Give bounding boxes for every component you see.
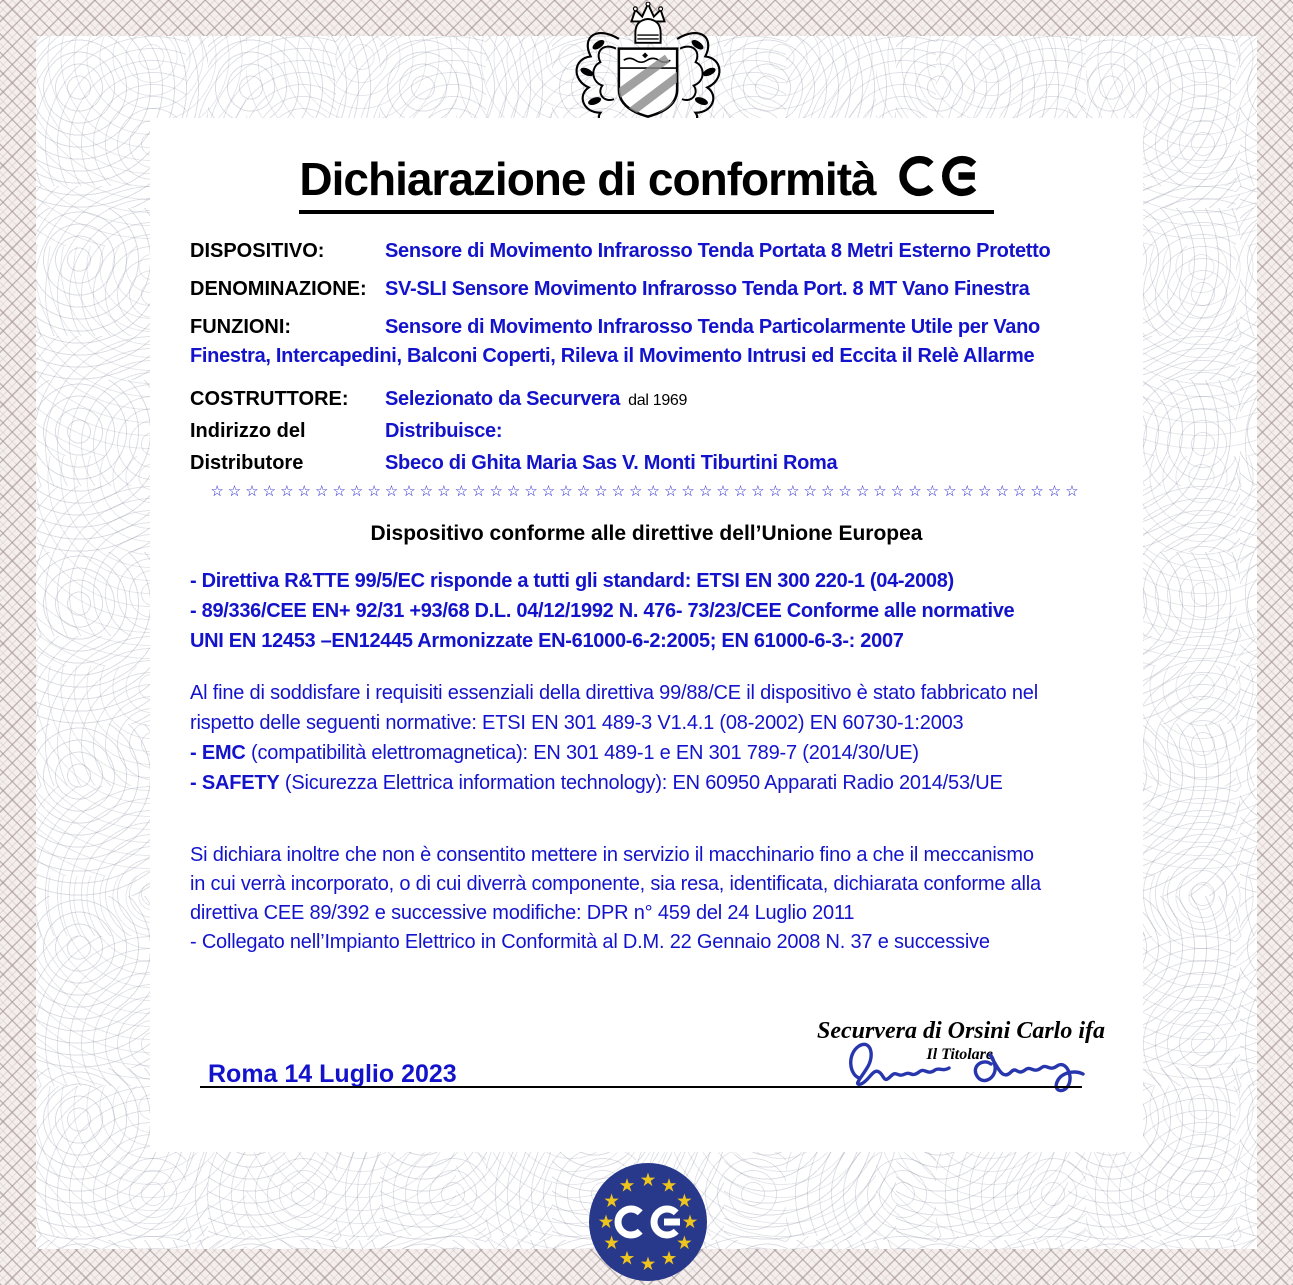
functions-value: Sensore di Movimento Infrarosso Tenda Particolarmente Utile per Vano (385, 316, 1040, 338)
device-label: DISPOSITIVO: (190, 240, 325, 262)
signature-handwriting-icon (845, 1034, 1095, 1098)
conformity-heading: Dispositivo conforme alle direttive dell’Unione Europea (370, 522, 923, 545)
address-value: Distribuisce: (385, 420, 503, 442)
manufacturer-suffix: dal 1969 (628, 392, 688, 409)
star-separator: ☆☆☆☆☆☆☆☆☆☆☆☆☆☆☆☆☆☆☆☆☆☆☆☆☆☆☆☆☆☆☆☆☆☆☆☆☆☆☆☆☆☆☆☆☆☆☆☆☆☆ (210, 483, 1083, 500)
certificate-panel (150, 118, 1143, 1152)
signature-rule-line (200, 1086, 1082, 1088)
emc-label: - EMC (190, 742, 246, 764)
functions-label: FUNZIONI: (190, 316, 292, 338)
machinery-line: direttiva CEE 89/392 e successive modifiche: DPR n° 459 del 24 Luglio 2011 (190, 902, 855, 924)
directive-line: UNI EN 12453 –EN12445 Armonizzate EN-61000-6-2:2005; EN 61000-6-3-: 2007 (190, 630, 904, 652)
signatory-company: Securvera di Orsini Carlo ifa (816, 1018, 1105, 1044)
compliance-line: rispetto delle seguenti normative: ETSI EN 301 489-3 V1.4.1 (08-2002) EN 60730-1:2003 (190, 712, 964, 734)
machinery-line: in cui verrà incorporato, o di cui diverrà componente, sia resa, identificata, dichiarata conforme alla (190, 873, 1041, 895)
page-title: Dichiarazione di conformità (299, 153, 876, 205)
directive-lines (190, 566, 1120, 656)
distributor-value: Sbeco di Ghita Maria Sas V. Monti Tiburtini Roma (385, 452, 838, 474)
distributor-label: Distributore (190, 452, 304, 474)
eu-ce-badge-icon (589, 1163, 707, 1281)
directive-line: - Direttiva R&TTE 99/5/EC risponde a tutti gli standard: ETSI EN 300 220-1 (04-2008) (190, 570, 954, 592)
manufacturer-value: Selezionato da Securvera dal 1969 (385, 388, 688, 410)
machinery-line: - Collegato nell’Impianto Elettrico in Conformità al D.M. 22 Gennaio 2008 N. 37 e successive (190, 931, 990, 953)
address-label: Indirizzo del (190, 420, 306, 442)
emc-line: - EMC (compatibilità elettromagnetica): EN 301 489-1 e EN 301 789-7 (2014/30/UE) (190, 742, 919, 764)
signatory-role: Il Titolare (926, 1046, 993, 1063)
machinery-paragraph (190, 841, 1120, 957)
directive-line: - 89/336/CEE EN+ 92/31 +93/68 D.L. 04/12/1992 N. 476- 73/23/CEE Conforme alle normative (190, 600, 1015, 622)
safety-label: - SAFETY (190, 772, 280, 794)
ce-mark-icon (890, 153, 994, 199)
safety-line: - SAFETY (Sicurezza Elettrica information technology): EN 60950 Apparati Radio 2014/53/UE (190, 772, 1003, 794)
denomination-label: DENOMINAZIONE: (190, 278, 367, 300)
functions-value-line2: Finestra, Intercapedini, Balconi Coperti, Rileva il Movimento Intrusi ed Eccita il Relè Allarme (190, 345, 1035, 367)
compliance-paragraph (190, 678, 1120, 798)
machinery-line: Si dichiara inoltre che non è consentito mettere in servizio il macchinario fino a che il meccanismo (190, 844, 1034, 866)
place-date: Roma 14 Luglio 2023 (208, 1060, 457, 1088)
title-row (150, 152, 1143, 214)
device-value: Sensore di Movimento Infrarosso Tenda Portata 8 Metri Esterno Protetto (385, 240, 1051, 262)
denomination-value: SV-SLI Sensore Movimento Infrarosso Tenda Port. 8 MT Vano Finestra (385, 278, 1030, 300)
compliance-line: Al fine di soddisfare i requisiti essenziali della direttiva 99/88/CE il dispositivo è stato fabbricato nel (190, 682, 1038, 704)
manufacturer-label: COSTRUTTORE: (190, 388, 349, 410)
